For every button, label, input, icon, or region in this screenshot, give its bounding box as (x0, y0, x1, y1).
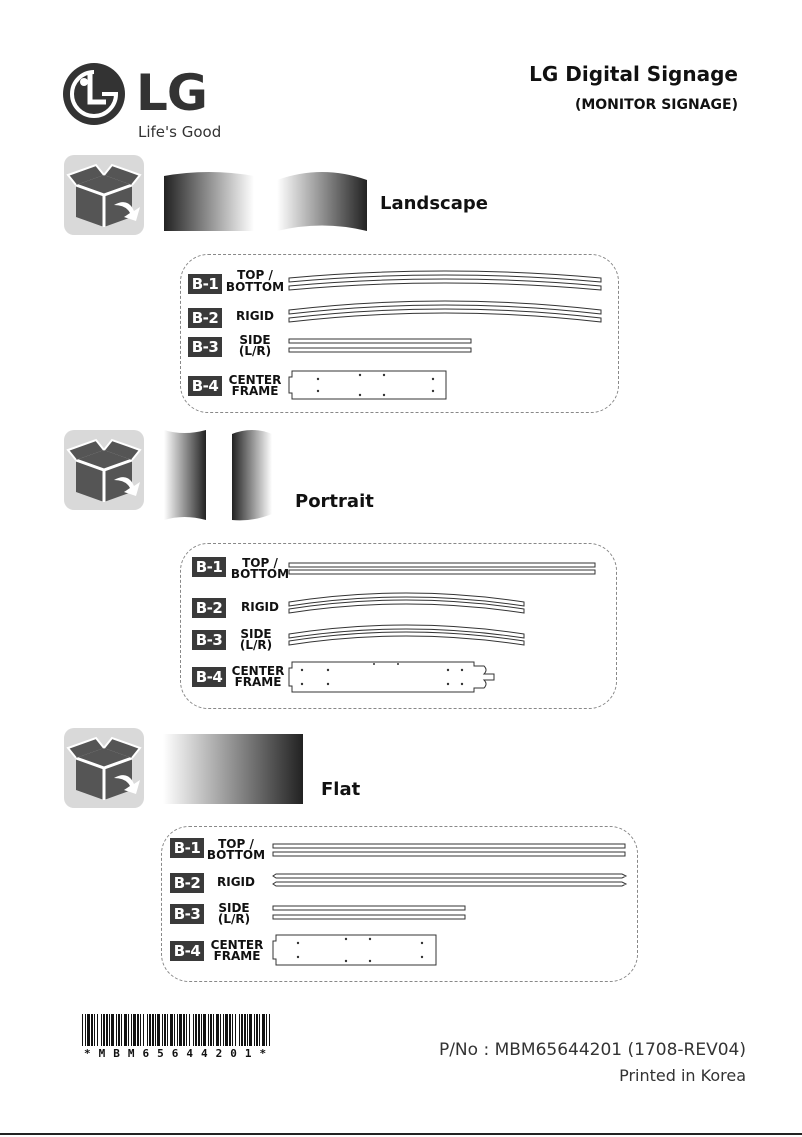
barcode-bar (216, 1014, 219, 1046)
barcode-bar (210, 1014, 212, 1046)
part-code-badge: B-4 (192, 667, 226, 687)
part-name-line1: RIGID (236, 309, 274, 323)
part-number: P/No : MBM65644201 (1708-REV04) (438, 1040, 746, 1060)
curved-panel-convex-image (276, 170, 368, 232)
part-name-line1: RIGID (241, 600, 279, 614)
part-name-line2: FRAME (213, 949, 261, 963)
barcode-bar (177, 1014, 178, 1046)
part-name-line1: TOP / (242, 556, 278, 570)
part-code-badge: B-1 (170, 838, 204, 858)
part-code-badge: B-4 (188, 376, 222, 396)
barcode-bar (140, 1014, 141, 1046)
part-name-line1: RIGID (217, 875, 255, 889)
barcode-bar (162, 1014, 163, 1046)
tagline: Life's Good (138, 123, 222, 141)
part-code-badge: B-1 (192, 557, 226, 577)
part-name-line1: TOP / (237, 268, 273, 282)
part-name-line2: BOTTOM (230, 567, 290, 581)
barcode-bar (94, 1014, 95, 1046)
portrait-panel-concave-image (162, 428, 210, 522)
barcode-bar (247, 1014, 248, 1046)
barcode-bar (152, 1014, 154, 1046)
barcode-bar (170, 1014, 173, 1046)
section-label-portrait: Portrait (295, 491, 374, 512)
barcode-bar (157, 1014, 160, 1046)
part-code-badge: B-4 (170, 941, 204, 961)
top-bottom-rail-straight (272, 842, 628, 858)
barcode-bar (147, 1014, 148, 1046)
part-name-line2: FRAME (231, 384, 279, 398)
barcode-bars (82, 1014, 272, 1046)
part-name-line1: CENTER (231, 664, 285, 678)
barcode-bar (118, 1014, 120, 1046)
bottom-rule (0, 1133, 802, 1135)
barcode-bar (193, 1014, 194, 1046)
barcode-bar (269, 1014, 270, 1046)
part-name-line2: FRAME (234, 675, 282, 689)
part-name-line1: CENTER (228, 373, 282, 387)
section-label-landscape: Landscape (380, 193, 488, 214)
barcode-bar (254, 1014, 255, 1046)
barcode-bar (239, 1014, 240, 1046)
center-frame-plate (288, 369, 450, 401)
part-code-badge: B-2 (188, 308, 222, 328)
barcode-bar (97, 1014, 98, 1046)
barcode-bar (82, 1014, 83, 1046)
barcode-bar (137, 1014, 139, 1046)
barcode-bar (256, 1014, 258, 1046)
barcode-bar (167, 1014, 168, 1046)
unbox-icon (64, 155, 144, 235)
part-code-badge: B-3 (170, 904, 204, 924)
printed-in: Printed in Korea (619, 1066, 746, 1085)
barcode-bar (128, 1014, 129, 1046)
portrait-panel-convex-image (228, 428, 276, 522)
barcode-bar (229, 1014, 231, 1046)
part-name-line1: TOP / (218, 837, 254, 851)
barcode-bar (121, 1014, 122, 1046)
part-name-line2: BOTTOM (206, 848, 266, 862)
barcode-bar (103, 1014, 105, 1046)
side-rail-straight (288, 337, 472, 355)
top-bottom-rail-straight (288, 561, 598, 577)
barcode-bar (262, 1014, 265, 1046)
barcode-bar (183, 1014, 185, 1046)
barcode-bar (133, 1014, 136, 1046)
barcode-bar (232, 1014, 233, 1046)
barcode-bar (259, 1014, 260, 1046)
barcode-bar (124, 1014, 127, 1046)
lg-logo (62, 62, 222, 142)
part-name-line2: BOTTOM (225, 280, 285, 294)
barcode-bar (106, 1014, 108, 1046)
barcode-bar (101, 1014, 102, 1046)
rigid-rail-straight (272, 872, 628, 890)
barcode-bar (143, 1014, 144, 1046)
logo-wordmark: LG (136, 64, 207, 122)
barcode-bar (241, 1014, 243, 1046)
barcode-bar (109, 1014, 110, 1046)
part-name-line2: (L/R) (239, 638, 273, 652)
side-rail-curved (288, 620, 526, 648)
product-title: LG Digital Signage (529, 62, 738, 86)
barcode-bar (235, 1014, 236, 1046)
barcode-bar (186, 1014, 187, 1046)
barcode-bar (91, 1014, 93, 1046)
part-name-line1: SIDE (240, 627, 272, 641)
part-name-line1: SIDE (239, 333, 271, 347)
part-name-line1: SIDE (218, 901, 250, 915)
barcode-bar (85, 1014, 86, 1046)
barcode-bar (225, 1014, 228, 1046)
part-code-badge: B-1 (188, 274, 222, 294)
barcode-bar (266, 1014, 267, 1046)
part-name-line2: (L/R) (217, 912, 251, 926)
barcode-bar (201, 1014, 202, 1046)
barcode-bar (208, 1014, 209, 1046)
barcode-bar (155, 1014, 156, 1046)
barcode-bar (220, 1014, 221, 1046)
barcode-bar (174, 1014, 175, 1046)
barcode (82, 1014, 275, 1064)
barcode-bar (149, 1014, 151, 1046)
part-code-badge: B-2 (192, 598, 226, 618)
side-rail-straight (272, 904, 468, 922)
barcode-bar (116, 1014, 117, 1046)
barcode-bar (179, 1014, 182, 1046)
part-code-badge: B-3 (188, 337, 222, 357)
barcode-bar (189, 1014, 190, 1046)
part-code-badge: B-3 (192, 630, 226, 650)
center-frame-plate (288, 660, 498, 694)
unbox-icon (64, 430, 144, 510)
barcode-bar (87, 1014, 90, 1046)
barcode-bar (213, 1014, 214, 1046)
part-name-line1: CENTER (210, 938, 264, 952)
barcode-bar (131, 1014, 132, 1046)
barcode-bar (249, 1014, 252, 1046)
part-name-line2: (L/R) (238, 344, 272, 358)
barcode-bar (164, 1014, 166, 1046)
flat-panel-image (163, 734, 305, 804)
lg-face-icon (62, 62, 126, 126)
barcode-bar (203, 1014, 206, 1046)
barcode-bar (223, 1014, 224, 1046)
unbox-icon (64, 728, 144, 808)
barcode-bar (198, 1014, 200, 1046)
barcode-bar (244, 1014, 246, 1046)
curved-panel-concave-image (163, 170, 255, 232)
barcode-bar (111, 1014, 114, 1046)
rigid-rail-curved (288, 296, 603, 326)
top-bottom-rail-curved (288, 266, 603, 294)
product-subtitle: (MONITOR SIGNAGE) (574, 97, 738, 113)
section-label-flat: Flat (321, 779, 361, 800)
barcode-bar (195, 1014, 197, 1046)
center-frame-plate (272, 933, 440, 967)
part-code-badge: B-2 (170, 873, 204, 893)
rigid-rail-curved (288, 588, 526, 616)
barcode-text: *MBM65644201* (84, 1047, 275, 1060)
